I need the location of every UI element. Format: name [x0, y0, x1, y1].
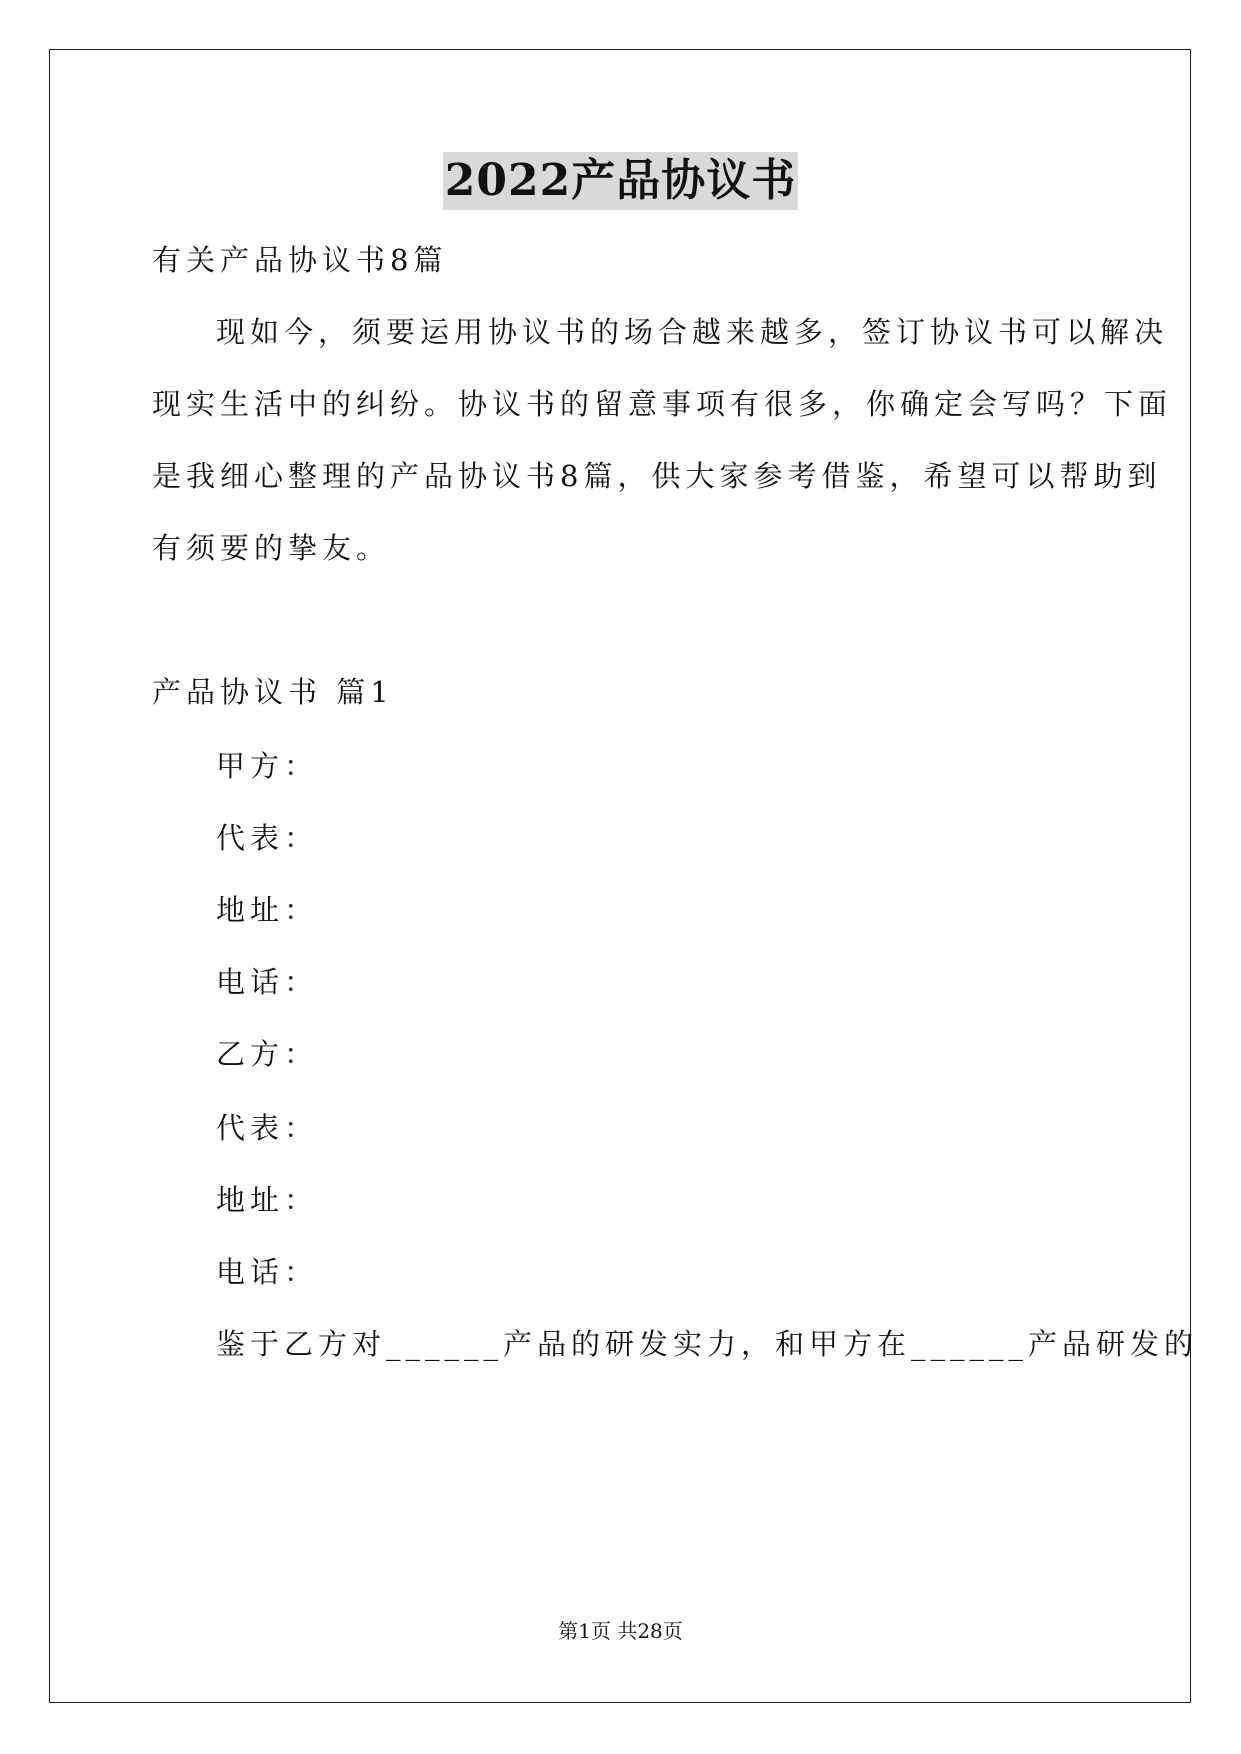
- party-b-name-label: 乙方：: [216, 1037, 319, 1071]
- party-a-rep-label: 代表：: [216, 821, 319, 855]
- document-subtitle: 有关产品协议书8篇: [152, 243, 448, 277]
- party-b-rep-label: 代表：: [216, 1111, 319, 1145]
- title-container: [0, 152, 1241, 210]
- intro-line-3: 是我细心整理的产品协议书8篇，供大家参考借鉴，希望可以帮助到: [152, 459, 1162, 493]
- page-footer: 第1页 共28页: [558, 1619, 683, 1643]
- clause-line: 鉴于乙方对______产品的研发实力，和甲方在______产品研发的: [216, 1327, 1199, 1361]
- intro-line-1: 现如今，须要运用协议书的场合越来越多，签订协议书可以解决: [216, 315, 1169, 349]
- party-a-name-label: 甲方：: [216, 749, 319, 783]
- document-title: 2022产品协议书: [443, 152, 798, 210]
- party-a-phone-label: 电话：: [216, 965, 319, 999]
- party-b-phone-label: 电话：: [216, 1255, 319, 1289]
- party-a-address-label: 地址：: [216, 893, 319, 927]
- intro-line-2: 现实生活中的纠纷。协议书的留意事项有很多，你确定会写吗？下面: [152, 387, 1173, 421]
- page-border: [49, 49, 1199, 1703]
- party-b-address-label: 地址：: [216, 1183, 319, 1217]
- intro-line-4: 有须要的挚友。: [152, 531, 391, 565]
- section-heading: 产品协议书 篇1: [152, 675, 394, 709]
